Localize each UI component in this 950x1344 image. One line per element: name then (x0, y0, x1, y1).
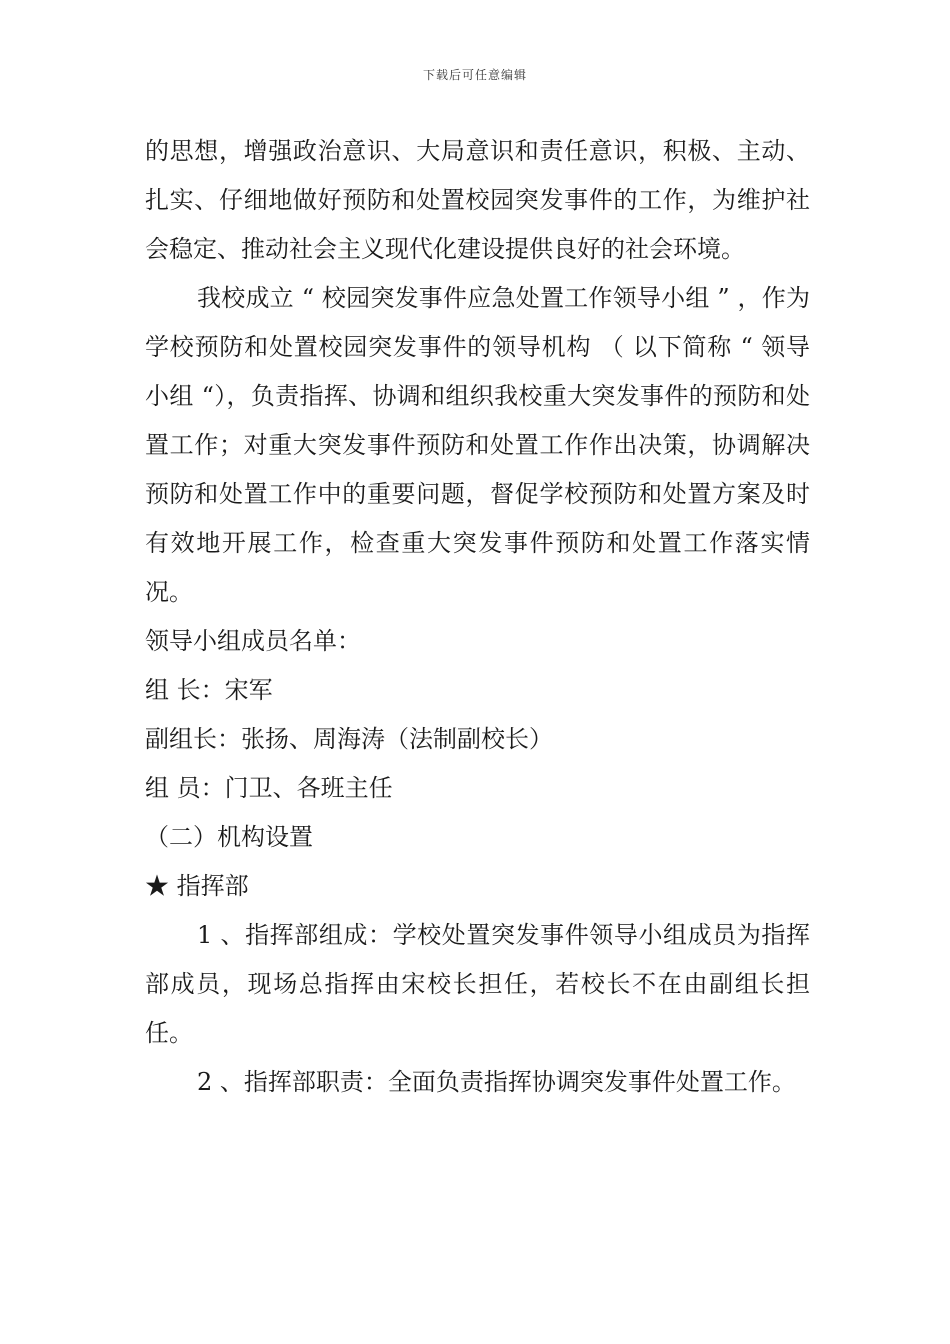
deputy-leaders: 副组长：张扬、周海涛（法制副校长） (145, 725, 553, 753)
group-members: 组 员：门卫、各班主任 (145, 774, 393, 802)
member-list-title: 领导小组成员名单： (145, 627, 361, 655)
section-heading-organization: （二）机构设置 (145, 823, 313, 851)
paragraph-leading-group: 我校成立 “ 校园突发事件应急处置工作领导小组 ” ，作为学校预防和处置校园突发事件的领导机构 （ 以下简称 “ 领导小组 “），负责指挥、协调和组织我校重大突发事件的预防和处置工作；对重大突发事件预防和处置工作作出决策，协调解决预防和处置工作中的重要问题，督促学校预防和处置方案及时有效地开展工作，检查重大突发事件预防和处置工作落实情况。 (145, 284, 810, 606)
document-body (145, 127, 810, 1107)
command-center-duties: 2 、指挥部职责：全面负责指挥协调突发事件处置工作。 (197, 1068, 796, 1096)
group-leader: 组 长：宋军 (145, 676, 273, 704)
paragraph-intro: 的思想，增强政治意识、大局意识和责任意识，积极、主动、扎实、仔细地做好预防和处置校园突发事件的工作，为维护社会稳定、推动社会主义现代化建设提供良好的社会环境。 (145, 137, 810, 263)
page-header: 下载后可任意编辑 (422, 68, 527, 82)
command-center-composition: 1 、指挥部组成：学校处置突发事件领导小组成员为指挥部成员，现场总指挥由宋校长担任，若校长不在由副组长担任。 (145, 921, 810, 1047)
command-center-heading: ★ 指挥部 (145, 872, 249, 900)
